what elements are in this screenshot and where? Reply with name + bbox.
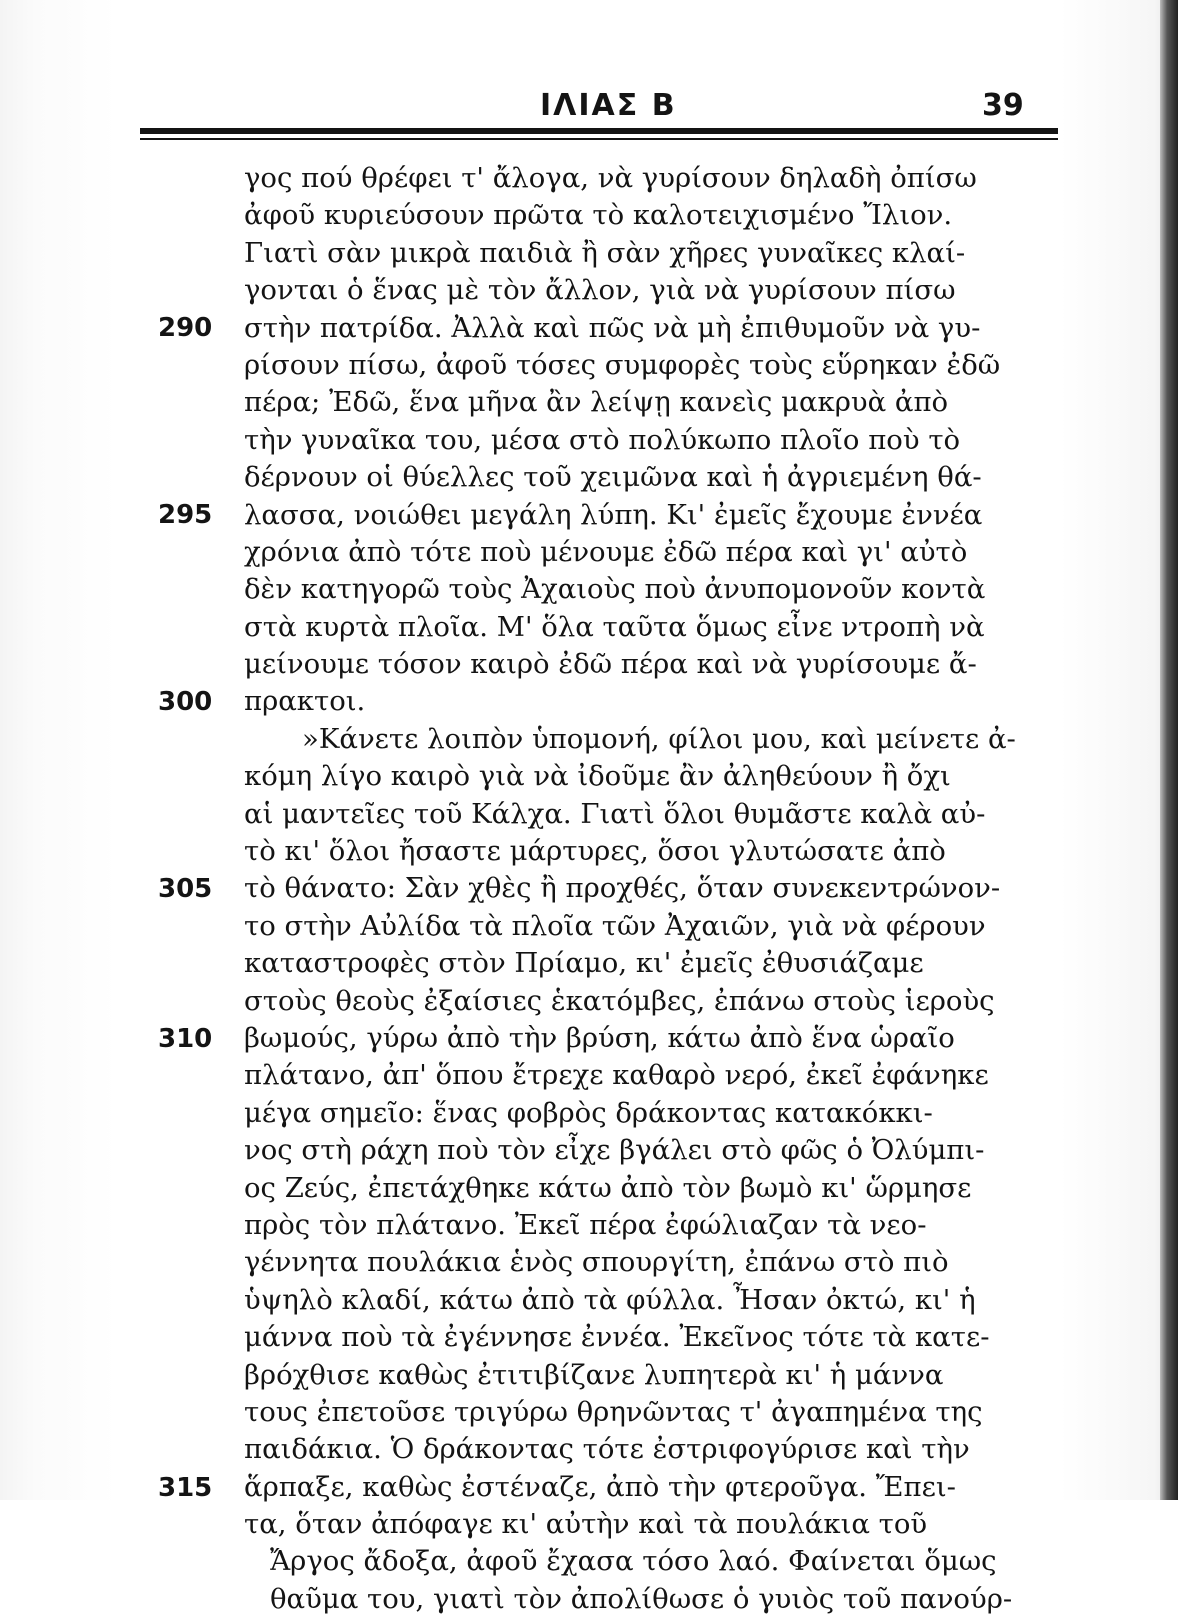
text-line: κόμη λίγο καιρὸ γιὰ νὰ ἰδοῦμε ἂν ἀληθεύουν ἢ ὄχι xyxy=(244,760,951,793)
text-line: το στὴν Αὐλίδα τὰ πλοῖα τῶν Ἀχαιῶν, γιὰ νὰ φέρουν xyxy=(244,909,986,942)
text-line: παιδάκια. Ὁ δράκοντας τότε ἐστριφογύρισε καὶ τὴν xyxy=(244,1433,970,1466)
verse-number: 290 xyxy=(158,313,213,343)
text-line: στὰ κυρτὰ πλοῖα. Μ' ὅλα ταῦτα ὅμως εἶνε ντροπὴ νὰ xyxy=(244,610,985,643)
text-line: θαῦμα του, γιατὶ τὸν ἀπολίθωσε ὁ γυιὸς τοῦ πανούρ- xyxy=(270,1582,1013,1615)
text-line: βωμούς, γύρω ἀπὸ τὴν βρύση, κάτω ἀπὸ ἕνα ὡραῖο xyxy=(244,1021,955,1054)
verse-number: 315 xyxy=(158,1473,213,1503)
text-line: μάννα ποὺ τὰ ἐγέννησε ἐννέα. Ἐκεῖνος τότε τὰ κατε- xyxy=(244,1321,990,1354)
verse-number: 300 xyxy=(158,687,213,717)
text-line: καταστροφὲς στὸν Πρίαμο, κι' ἐμεῖς ἐθυσιάζαμε xyxy=(244,947,924,980)
text-line: πλάτανο, ἀπ' ὅπου ἔτρεχε καθαρὸ νερό, ἐκεῖ ἐφάνηκε xyxy=(244,1059,989,1092)
text-line: νος στὴ ράχη ποὺ τὸν εἶχε βγάλει στὸ φῶς ὁ Ὀλύμπι- xyxy=(244,1134,985,1167)
text-line: πρὸς τὸν πλάτανο. Ἐκεῖ πέρα ἐφώλιαζαν τὰ νεο- xyxy=(244,1208,927,1241)
text-line: μείνουμε τόσον καιρὸ ἐδῶ πέρα καὶ νὰ γυρίσουμε ἄ- xyxy=(244,648,977,681)
text-line: ἅρπαξε, καθὼς ἐστέναζε, ἀπὸ τὴν φτεροῦγα. Ἔπει- xyxy=(244,1470,956,1503)
text-line: πέρα; Ἐδῶ, ἕνα μῆνα ἂν λείψῃ κανεὶς μακρυὰ ἀπὸ xyxy=(244,386,949,419)
text-line: χρόνια ἀπὸ τότε ποὺ μένουμε ἐδῶ πέρα καὶ γι' αὐτὸ xyxy=(244,535,968,568)
running-header-title: ΙΛΙΑΣ Β xyxy=(540,88,677,123)
text-line: λασσα, νοιώθει μεγάλη λύπη. Κι' ἐμεῖς ἔχουμε ἐννέα xyxy=(244,498,983,531)
text-line: στοὺς θεοὺς ἐξαίσιες ἑκατόμβες, ἐπάνω στοὺς ἱεροὺς xyxy=(244,984,995,1017)
text-line: τὸ θάνατο: Σὰν χθὲς ἢ προχθές, ὅταν συνεκεντρώνον- xyxy=(244,872,1001,905)
text-line: πρακτοι. xyxy=(244,685,366,718)
page-number: 39 xyxy=(982,88,1024,123)
verse-number: 305 xyxy=(158,874,213,904)
text-line: αἱ μαντεῖες τοῦ Κάλχα. Γιατὶ ὅλοι θυμᾶστε καλὰ αὐ- xyxy=(244,797,986,830)
text-line: Ἄργος ἄδοξα, ἀφοῦ ἔχασα τόσο λαό. Φαίνεται ὅμως xyxy=(270,1545,997,1578)
text-line: τους ἐπετοῦσε τριγύρω θρηνῶντας τ' ἀγαπημένα της xyxy=(244,1395,983,1428)
header-rule-thin xyxy=(140,138,1058,140)
text-line: ος Ζεύς, ἐπετάχθηκε κάτω ἀπὸ τὸν βωμὸ κι' ὥρμησε xyxy=(244,1171,972,1204)
text-line: γονται ὁ ἕνας μὲ τὸν ἄλλον, γιὰ νὰ γυρίσουν πίσω xyxy=(244,274,956,307)
book-spine-shadow xyxy=(1160,0,1178,1500)
text-line: βρόχθισε καθὼς ἐτιτιβίζανε λυπητερὰ κι' ἡ μάννα xyxy=(244,1358,944,1391)
text-line: »Κάνετε λοιπὸν ὑπομονή, φίλοι μου, καὶ μείνετε ἀ- xyxy=(302,722,1016,755)
text-line: στὴν πατρίδα. Ἀλλὰ καὶ πῶς νὰ μὴ ἐπιθυμοῦν νὰ γυ- xyxy=(244,311,981,344)
verse-number: 310 xyxy=(158,1024,213,1054)
text-line: ρίσουν πίσω, ἀφοῦ τόσες συμφορὲς τοὺς εὕρηκαν ἐδῶ xyxy=(244,348,1001,381)
header-rule-thick xyxy=(140,128,1058,134)
text-line: δέρνουν οἱ θύελλες τοῦ χειμῶνα καὶ ἡ ἀγριεμένη θά- xyxy=(244,461,982,494)
text-line: ἀφοῦ κυριεύσουν πρῶτα τὸ καλοτειχισμένο Ἴλιον. xyxy=(244,199,953,232)
text-line: ὑψηλὸ κλαδί, κάτω ἀπὸ τὰ φύλλα. Ἦσαν ὀκτώ, κι' ἡ xyxy=(244,1283,976,1316)
text-line: τα, ὅταν ἀπόφαγε κι' αὐτὴν καὶ τὰ πουλάκια τοῦ xyxy=(244,1508,928,1541)
text-line: γος πού θρέφει τ' ἄλογα, νὰ γυρίσουν δηλαδὴ ὀπίσω xyxy=(244,162,977,194)
text-line: μέγα σημεῖο: ἕνας φοβρὸς δράκοντας κατακόκκι- xyxy=(244,1096,933,1129)
verse-number: 295 xyxy=(158,500,213,530)
text-line: γέννητα πουλάκια ἑνὸς σπουργίτη, ἐπάνω στὸ πιὸ xyxy=(244,1246,949,1279)
body-text xyxy=(244,160,1044,1618)
text-line: τὴν γυναῖκα του, μέσα στὸ πολύκωπο πλοῖο ποὺ τὸ xyxy=(244,423,961,456)
text-line: δὲν κατηγορῶ τοὺς Ἀχαιοὺς ποὺ ἀνυπομονοῦν κοντὰ xyxy=(244,573,986,606)
text-line: τὸ κι' ὅλοι ἤσαστε μάρτυρες, ὅσοι γλυτώσατε ἀπὸ xyxy=(244,835,946,868)
text-line: Γιατὶ σὰν μικρὰ παιδιὰ ἢ σὰν χῆρες γυναῖκες κλαί- xyxy=(244,236,966,269)
